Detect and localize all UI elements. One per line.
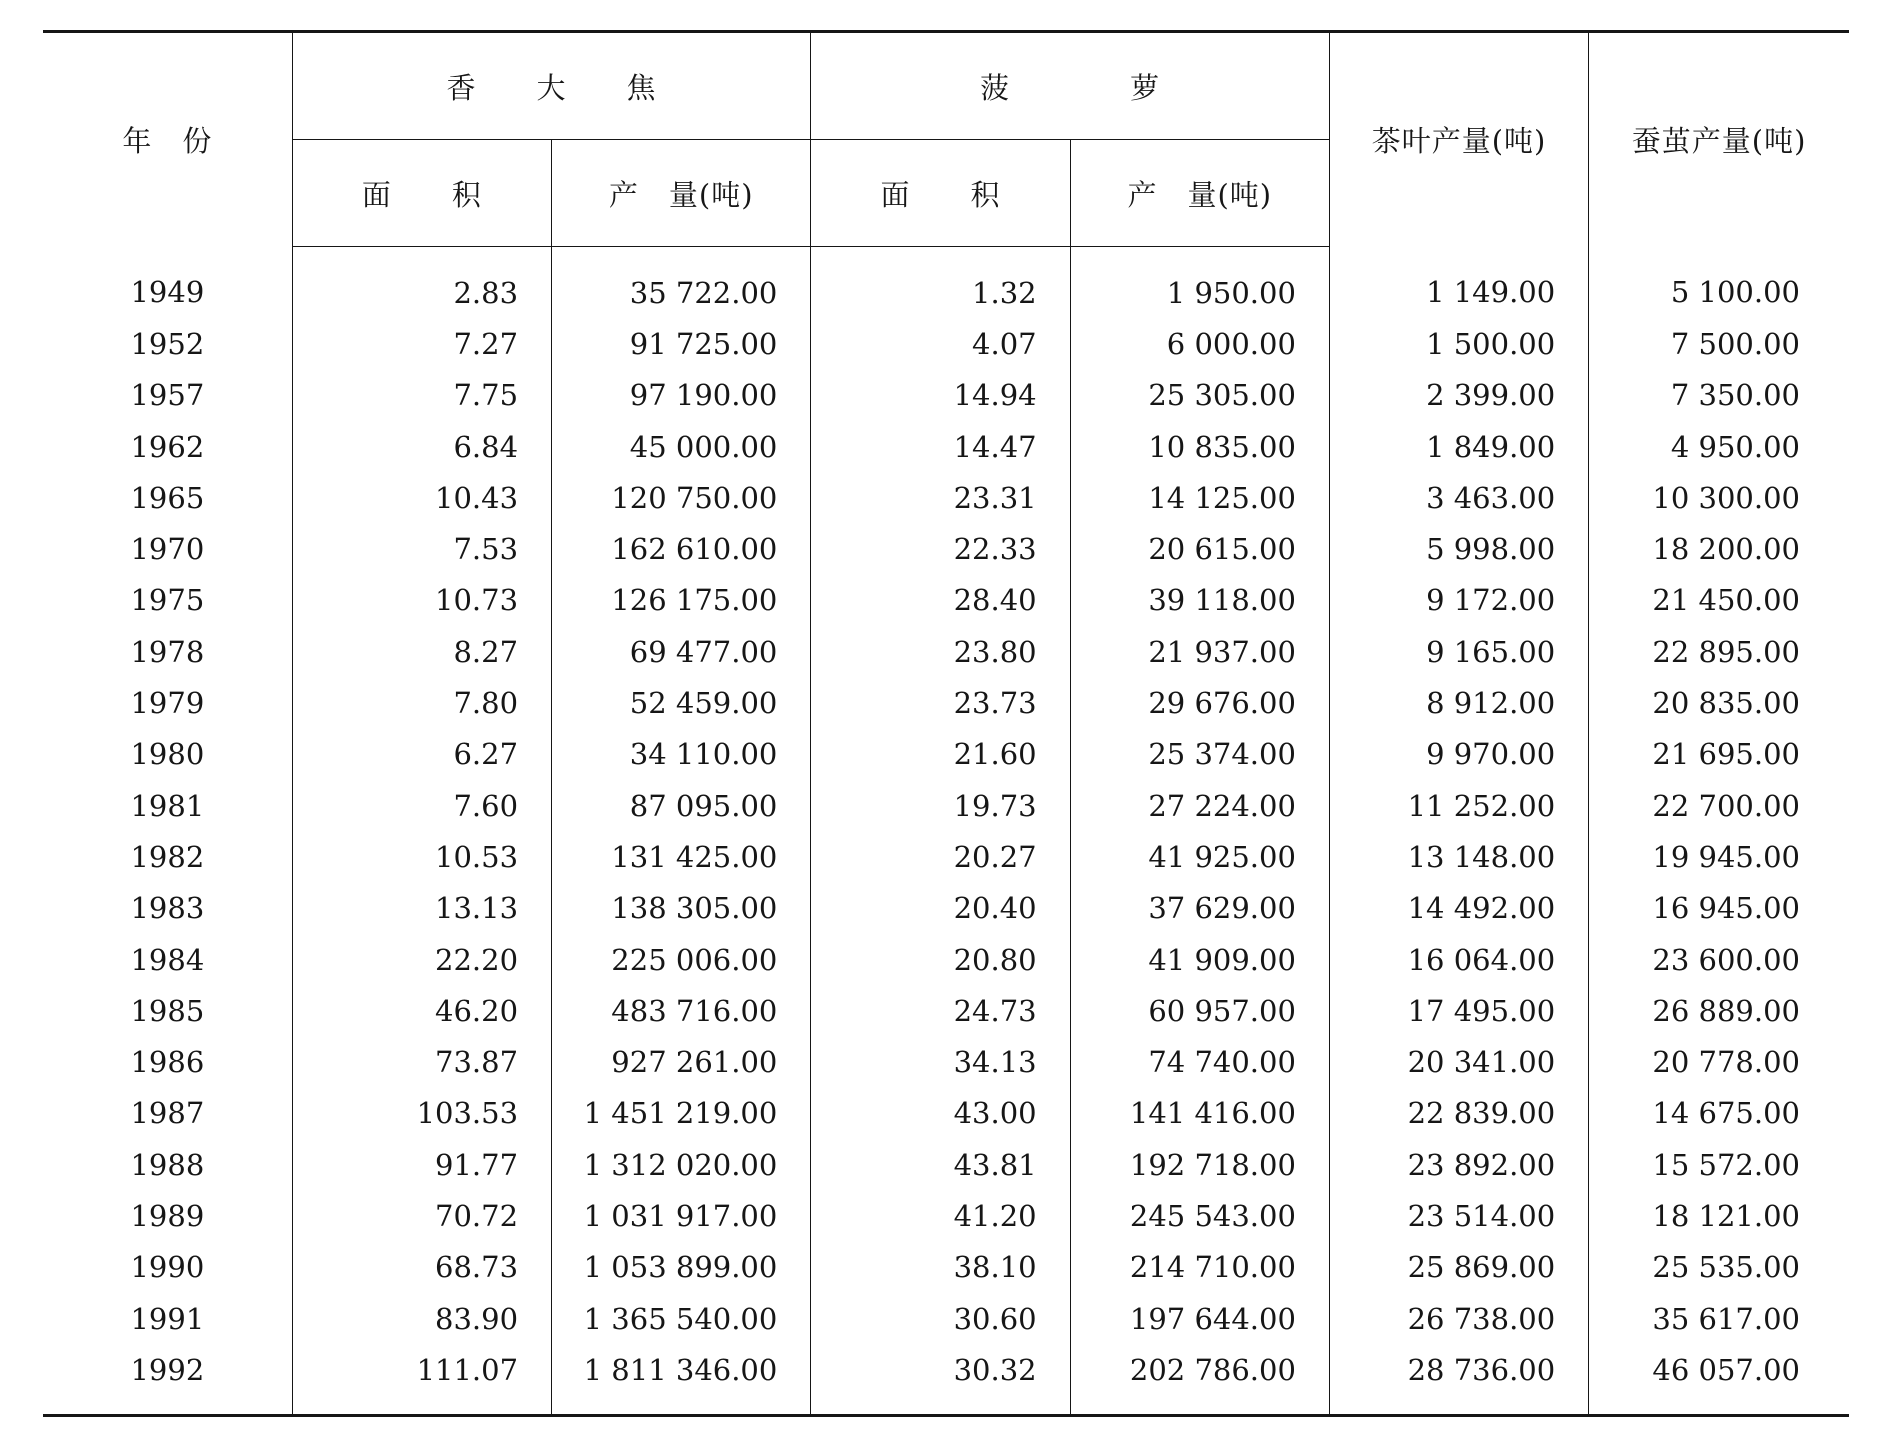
agricultural-output-table	[43, 30, 1849, 1417]
table-row	[43, 1088, 1849, 1139]
cell-year: 1988	[130, 1147, 205, 1182]
cell-tea-output: 23 892.00	[1329, 1139, 1588, 1190]
cell-year: 1982	[130, 839, 205, 874]
cell-tea-output: 1 500.00	[1329, 318, 1588, 369]
cell-banana-area: 103.53	[292, 1088, 551, 1139]
cell-cocoon-output: 22 700.00	[1589, 780, 1849, 831]
table-row	[43, 934, 1849, 985]
cell-year: 1987	[130, 1096, 205, 1131]
cell-tea-output: 8 912.00	[1329, 677, 1588, 728]
cell-pineapple-output: 41 925.00	[1070, 831, 1329, 882]
cell-year: 1989	[130, 1198, 205, 1233]
cell-pineapple-area: 38.10	[811, 1242, 1070, 1293]
cell-banana-output: 131 425.00	[552, 831, 811, 882]
cell-pineapple-output: 14 125.00	[1070, 472, 1329, 523]
cell-banana-area: 10.43	[292, 472, 551, 523]
cell-pineapple-output: 74 740.00	[1070, 1036, 1329, 1087]
cell-pineapple-area: 23.80	[811, 626, 1070, 677]
table-header	[43, 32, 1849, 247]
cell-cocoon-output: 21 450.00	[1589, 575, 1849, 626]
cell-pineapple-output: 21 937.00	[1070, 626, 1329, 677]
cell-year: 1952	[130, 326, 205, 361]
header-pineapple-output: 产 量(吨)	[1070, 140, 1329, 247]
cell-cocoon-output: 14 675.00	[1589, 1088, 1849, 1139]
cell-tea-output: 22 839.00	[1329, 1088, 1588, 1139]
cell-cocoon-output: 19 945.00	[1589, 831, 1849, 882]
cell-pineapple-area: 30.32	[811, 1344, 1070, 1415]
cell-tea-output: 17 495.00	[1329, 985, 1588, 1036]
cell-pineapple-area: 20.40	[811, 883, 1070, 934]
cell-banana-area: 6.84	[292, 421, 551, 472]
cell-banana-area: 13.13	[292, 883, 551, 934]
table-row	[43, 523, 1849, 574]
cell-cocoon-output: 5 100.00	[1589, 247, 1849, 319]
cell-banana-area: 7.75	[292, 370, 551, 421]
cell-pineapple-output: 1 950.00	[1070, 247, 1329, 319]
cell-pineapple-output: 10 835.00	[1070, 421, 1329, 472]
header-group-row	[43, 32, 1849, 140]
cell-year: 1980	[130, 737, 205, 772]
cell-pineapple-area: 43.81	[811, 1139, 1070, 1190]
cell-pineapple-output: 192 718.00	[1070, 1139, 1329, 1190]
cell-year: 1991	[130, 1301, 205, 1336]
cell-tea-output: 9 172.00	[1329, 575, 1588, 626]
cell-pineapple-area: 20.80	[811, 934, 1070, 985]
cell-cocoon-output: 15 572.00	[1589, 1139, 1849, 1190]
cell-year: 1979	[130, 686, 205, 721]
cell-tea-output: 23 514.00	[1329, 1190, 1588, 1241]
table-row	[43, 1036, 1849, 1087]
cell-cocoon-output: 10 300.00	[1589, 472, 1849, 523]
cell-year: 1957	[130, 378, 205, 413]
cell-pineapple-area: 22.33	[811, 523, 1070, 574]
cell-banana-area: 46.20	[292, 985, 551, 1036]
cell-cocoon-output: 46 057.00	[1589, 1344, 1849, 1415]
table-row	[43, 985, 1849, 1036]
cell-year: 1986	[130, 1045, 205, 1080]
cell-pineapple-area: 21.60	[811, 729, 1070, 780]
table-row	[43, 421, 1849, 472]
cell-pineapple-area: 28.40	[811, 575, 1070, 626]
cell-pineapple-output: 25 374.00	[1070, 729, 1329, 780]
table-row	[43, 883, 1849, 934]
cell-banana-output: 483 716.00	[552, 985, 811, 1036]
cell-year: 1985	[130, 993, 205, 1028]
cell-pineapple-area: 43.00	[811, 1088, 1070, 1139]
table-row	[43, 370, 1849, 421]
cell-banana-output: 1 811 346.00	[552, 1344, 811, 1415]
cell-year: 1984	[130, 942, 205, 977]
cell-year: 1978	[130, 634, 205, 669]
cell-banana-area: 7.53	[292, 523, 551, 574]
cell-pineapple-area: 1.32	[811, 247, 1070, 319]
header-banana-output: 产 量(吨)	[552, 140, 811, 247]
cell-cocoon-output: 18 121.00	[1589, 1190, 1849, 1241]
cell-banana-area: 10.53	[292, 831, 551, 882]
cell-pineapple-output: 25 305.00	[1070, 370, 1329, 421]
cell-pineapple-output: 39 118.00	[1070, 575, 1329, 626]
cell-banana-output: 45 000.00	[552, 421, 811, 472]
cell-tea-output: 11 252.00	[1329, 780, 1588, 831]
cell-banana-output: 1 365 540.00	[552, 1293, 811, 1344]
cell-tea-output: 1 849.00	[1329, 421, 1588, 472]
cell-banana-output: 225 006.00	[552, 934, 811, 985]
cell-cocoon-output: 22 895.00	[1589, 626, 1849, 677]
cell-tea-output: 3 463.00	[1329, 472, 1588, 523]
cell-banana-area: 22.20	[292, 934, 551, 985]
cell-pineapple-output: 29 676.00	[1070, 677, 1329, 728]
cell-banana-area: 70.72	[292, 1190, 551, 1241]
table-row	[43, 831, 1849, 882]
cell-pineapple-output: 6 000.00	[1070, 318, 1329, 369]
cell-cocoon-output: 18 200.00	[1589, 523, 1849, 574]
cell-pineapple-area: 14.47	[811, 421, 1070, 472]
cell-banana-output: 35 722.00	[552, 247, 811, 319]
cell-year: 1949	[130, 275, 205, 310]
cell-tea-output: 9 970.00	[1329, 729, 1588, 780]
cell-banana-area: 7.60	[292, 780, 551, 831]
cell-banana-output: 1 031 917.00	[552, 1190, 811, 1241]
cell-banana-output: 52 459.00	[552, 677, 811, 728]
cell-banana-area: 2.83	[292, 247, 551, 319]
cell-banana-output: 1 451 219.00	[552, 1088, 811, 1139]
cell-year: 1965	[130, 480, 205, 515]
cell-cocoon-output: 25 535.00	[1589, 1242, 1849, 1293]
cell-cocoon-output: 7 500.00	[1589, 318, 1849, 369]
cell-pineapple-area: 30.60	[811, 1293, 1070, 1344]
cell-pineapple-area: 41.20	[811, 1190, 1070, 1241]
cell-year: 1962	[130, 429, 205, 464]
cell-pineapple-output: 41 909.00	[1070, 934, 1329, 985]
cell-pineapple-output: 245 543.00	[1070, 1190, 1329, 1241]
cell-tea-output: 26 738.00	[1329, 1293, 1588, 1344]
cell-pineapple-output: 60 957.00	[1070, 985, 1329, 1036]
cell-banana-output: 927 261.00	[552, 1036, 811, 1087]
header-pineapple-group: 菠 萝	[811, 32, 1330, 140]
header-year: 年 份	[122, 124, 213, 159]
table-row	[43, 247, 1849, 319]
cell-tea-output: 1 149.00	[1329, 247, 1588, 319]
cell-banana-output: 162 610.00	[552, 523, 811, 574]
statistics-table-container	[43, 30, 1849, 1417]
table-body	[43, 247, 1849, 1416]
header-banana-area: 面 积	[292, 140, 551, 247]
cell-tea-output: 14 492.00	[1329, 883, 1588, 934]
cell-pineapple-area: 20.27	[811, 831, 1070, 882]
cell-year: 1992	[43, 1344, 292, 1415]
cell-tea-output: 16 064.00	[1329, 934, 1588, 985]
cell-cocoon-output: 20 778.00	[1589, 1036, 1849, 1087]
header-tea-output: 茶叶产量(吨)	[1329, 32, 1588, 247]
cell-banana-area: 83.90	[292, 1293, 551, 1344]
cell-pineapple-area: 14.94	[811, 370, 1070, 421]
cell-tea-output: 2 399.00	[1329, 370, 1588, 421]
cell-banana-output: 1 053 899.00	[552, 1242, 811, 1293]
cell-pineapple-output: 37 629.00	[1070, 883, 1329, 934]
cell-banana-output: 138 305.00	[552, 883, 811, 934]
cell-pineapple-area: 23.31	[811, 472, 1070, 523]
cell-banana-area: 7.27	[292, 318, 551, 369]
cell-banana-output: 126 175.00	[552, 575, 811, 626]
cell-pineapple-output: 214 710.00	[1070, 1242, 1329, 1293]
cell-tea-output: 9 165.00	[1329, 626, 1588, 677]
cell-pineapple-area: 19.73	[811, 780, 1070, 831]
table-row	[43, 318, 1849, 369]
table-row	[43, 626, 1849, 677]
cell-banana-area: 8.27	[292, 626, 551, 677]
cell-banana-output: 69 477.00	[552, 626, 811, 677]
cell-cocoon-output: 35 617.00	[1589, 1293, 1849, 1344]
header-pineapple-area: 面 积	[811, 140, 1070, 247]
cell-pineapple-output: 197 644.00	[1070, 1293, 1329, 1344]
header-cocoon-output: 蚕茧产量(吨)	[1589, 32, 1849, 247]
cell-cocoon-output: 21 695.00	[1589, 729, 1849, 780]
cell-banana-area: 7.80	[292, 677, 551, 728]
cell-pineapple-output: 202 786.00	[1070, 1344, 1329, 1415]
table-row	[43, 472, 1849, 523]
cell-banana-output: 1 312 020.00	[552, 1139, 811, 1190]
cell-tea-output: 13 148.00	[1329, 831, 1588, 882]
header-banana-group: 香 大 焦	[292, 32, 811, 140]
cell-banana-output: 97 190.00	[552, 370, 811, 421]
cell-year: 1983	[130, 891, 205, 926]
table-row	[43, 780, 1849, 831]
cell-tea-output: 20 341.00	[1329, 1036, 1588, 1087]
cell-year: 1970	[130, 532, 205, 567]
table-row	[43, 1344, 1849, 1415]
cell-year: 1975	[130, 583, 205, 618]
cell-banana-area: 91.77	[292, 1139, 551, 1190]
cell-banana-area: 111.07	[292, 1344, 551, 1415]
cell-banana-area: 68.73	[292, 1242, 551, 1293]
cell-banana-output: 34 110.00	[552, 729, 811, 780]
cell-pineapple-area: 4.07	[811, 318, 1070, 369]
cell-banana-output: 120 750.00	[552, 472, 811, 523]
table-row	[43, 729, 1849, 780]
cell-year: 1990	[130, 1250, 205, 1285]
cell-banana-area: 73.87	[292, 1036, 551, 1087]
cell-pineapple-output: 20 615.00	[1070, 523, 1329, 574]
cell-cocoon-output: 7 350.00	[1589, 370, 1849, 421]
cell-cocoon-output: 16 945.00	[1589, 883, 1849, 934]
cell-cocoon-output: 23 600.00	[1589, 934, 1849, 985]
cell-pineapple-area: 34.13	[811, 1036, 1070, 1087]
table-row	[43, 575, 1849, 626]
cell-pineapple-output: 27 224.00	[1070, 780, 1329, 831]
table-row	[43, 1190, 1849, 1241]
cell-tea-output: 28 736.00	[1329, 1344, 1588, 1415]
cell-tea-output: 25 869.00	[1329, 1242, 1588, 1293]
cell-banana-output: 87 095.00	[552, 780, 811, 831]
cell-tea-output: 5 998.00	[1329, 523, 1588, 574]
table-row	[43, 1139, 1849, 1190]
cell-pineapple-output: 141 416.00	[1070, 1088, 1329, 1139]
cell-banana-area: 6.27	[292, 729, 551, 780]
table-row	[43, 1242, 1849, 1293]
cell-cocoon-output: 26 889.00	[1589, 985, 1849, 1036]
cell-year: 1981	[130, 788, 205, 823]
cell-pineapple-area: 23.73	[811, 677, 1070, 728]
cell-cocoon-output: 20 835.00	[1589, 677, 1849, 728]
cell-cocoon-output: 4 950.00	[1589, 421, 1849, 472]
table-row	[43, 1293, 1849, 1344]
cell-banana-output: 91 725.00	[552, 318, 811, 369]
cell-pineapple-area: 24.73	[811, 985, 1070, 1036]
table-row	[43, 677, 1849, 728]
cell-banana-area: 10.73	[292, 575, 551, 626]
